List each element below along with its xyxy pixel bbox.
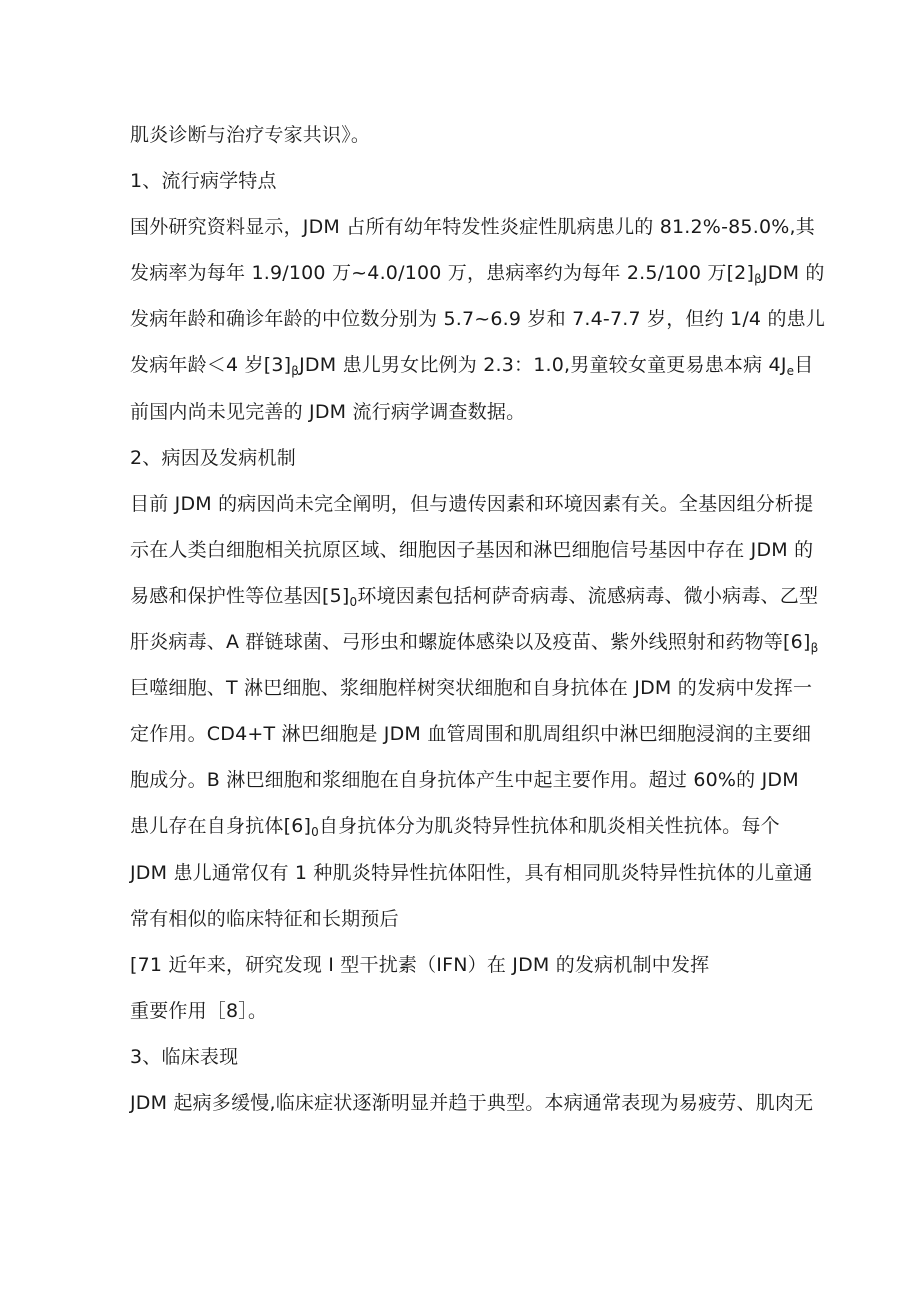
- text-segment: 发病年龄＜4 岁[3]: [130, 354, 292, 377]
- text-line: 定作用。CD4+T 淋巴细胞是 JDM 血管周围和肌周组织中淋巴细胞浸润的主要细: [130, 723, 812, 746]
- text-segment: JDM 患儿男女比例为 2.3：1.0,男童较女童更易患本病 4J: [299, 354, 787, 377]
- text-segment: 患儿存在自身抗体[6]: [130, 815, 312, 838]
- subscript-mark: β: [754, 272, 762, 287]
- text-line: [130, 619, 819, 665]
- text-segment: 目: [794, 354, 814, 377]
- text-line: [130, 573, 819, 619]
- subscript-mark: e: [786, 364, 795, 379]
- text-line: [130, 803, 798, 849]
- text-line: 重要作用［8］。: [130, 999, 268, 1022]
- text-line: JDM 患儿通常仅有 1 种肌炎特异性抗体阳性，具有相同肌炎特异性抗体的儿童通: [130, 861, 813, 884]
- text-line: [71 近年来，研究发现 I 型干扰素（IFN）在 JDM 的发病机制中发挥: [130, 953, 710, 976]
- text-line: 胞成分。B 淋巴细胞和浆细胞在自身抗体产生中起主要作用。超过 60%的 JDM: [130, 769, 799, 792]
- text-segment: 肝炎病毒、A 群链球菌、弓形虫和螺旋体感染以及疫苗、紫外线照射和药物等[6]: [130, 631, 811, 654]
- section-heading-epidemiology: 1、流行病学特点: [130, 170, 277, 193]
- text-line: 常有相似的临床特征和长期预后: [130, 907, 399, 930]
- text-line: [130, 250, 825, 296]
- text-segment: 发病率为每年 1.9/100 万~4.0/100 万，患病率约为每年 2.5/100 万[2]: [130, 262, 755, 285]
- text-line: 目前 JDM 的病因尚未完全阐明，但与遗传因素和环境因素有关。全基因组分析提: [130, 492, 814, 515]
- text-line: 巨噬细胞、T 淋巴细胞、浆细胞样树突状细胞和自身抗体在 JDM 的发病中发挥一: [130, 677, 813, 700]
- text-segment: JDM 的: [761, 262, 825, 285]
- text-line: [130, 342, 814, 388]
- subscript-mark: β: [291, 364, 300, 379]
- section-heading-etiology: 2、病因及发病机制: [130, 446, 296, 469]
- text-line: 前国内尚未见完善的 JDM 流行病学调查数据。: [130, 400, 526, 423]
- text-line: 肌炎诊断与治疗专家共识》。: [130, 124, 371, 146]
- document-page: [130, 112, 826, 1126]
- text-line: 发病年龄和确诊年龄的中位数分别为 5.7~6.9 岁和 7.4-7.7 岁，但约 1/4 的患儿: [130, 308, 826, 331]
- text-line: 示在人类白细胞相关抗原区域、细胞因子基因和淋巴细胞信号基因中存在 JDM 的: [130, 538, 814, 561]
- subscript-mark: β: [810, 641, 819, 656]
- subscript-mark: 0: [311, 825, 319, 840]
- text-segment: 自身抗体分为肌炎特异性抗体和肌炎相关性抗体。每个: [318, 815, 780, 838]
- text-segment: 易感和保护性等位基因[5]: [130, 584, 350, 607]
- section-heading-clinical: 3、临床表现: [130, 1045, 239, 1068]
- text-line: 国外研究资料显示，JDM 占所有幼年特发性炎症性肌病患儿的 81.2%-85.0%,其: [130, 216, 815, 239]
- text-segment: 环境因素包括柯萨奇病毒、流感病毒、微小病毒、乙型: [357, 584, 819, 607]
- subscript-mark: 0: [349, 594, 358, 609]
- text-line: JDM 起病多缓慢,临床症状逐渐明显并趋于典型。本病通常表现为易疲劳、肌肉无: [130, 1091, 814, 1114]
